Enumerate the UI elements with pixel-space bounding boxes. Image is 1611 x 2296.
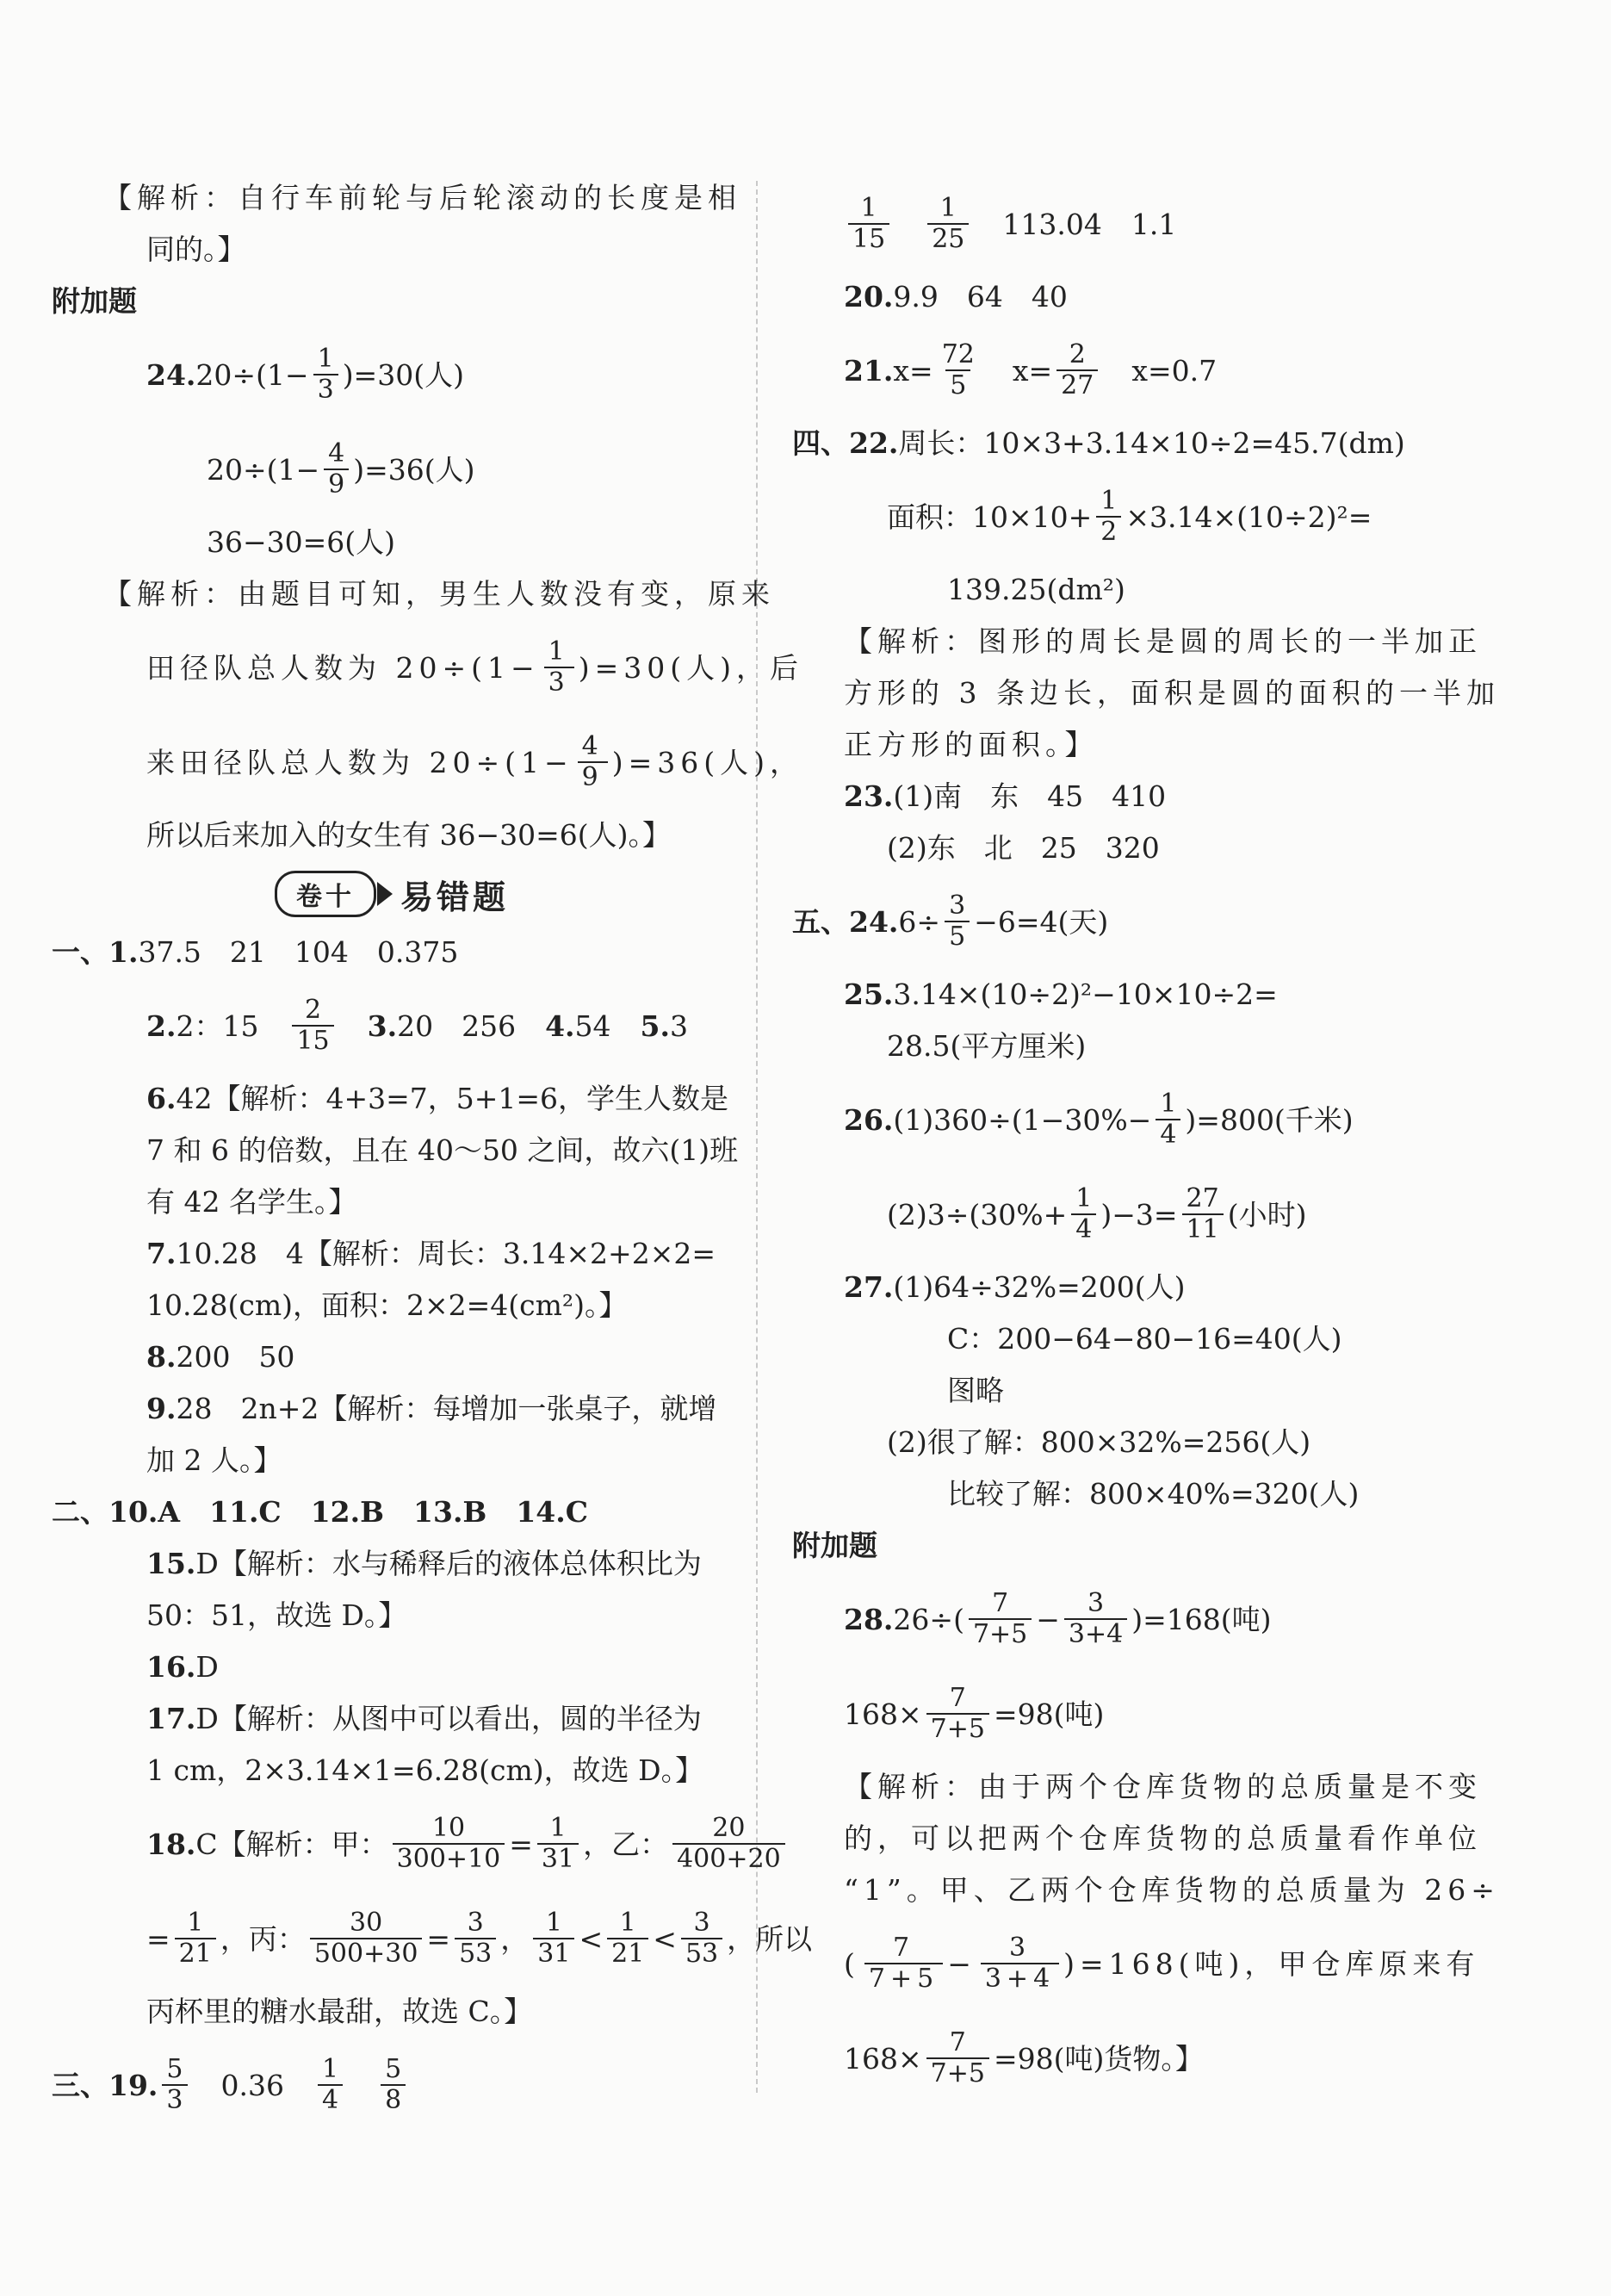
answer-line: 168× $\frac{7}{7+5}$ =98(吨) xyxy=(844,1682,1105,1744)
answer-line: 27. (1)64÷32%=200(人) xyxy=(844,1270,1186,1304)
left-column xyxy=(52,172,813,2132)
answer-line: 28. 26÷( $\frac{7}{7+5}$ − $\frac{3}{3+4}$ )=168(吨) xyxy=(844,1587,1272,1649)
fraction: $\frac{30}{500+30}$ xyxy=(310,1908,423,1970)
analysis-line: 来田径队总人数为 20÷(1− $\frac{4}{9}$ )=36(人)， xyxy=(146,730,804,792)
section-badge: 卷十 xyxy=(275,871,376,917)
answer-line: 15. D【解析：水与稀释后的液体总体积比为 xyxy=(146,1547,702,1580)
right-column xyxy=(792,177,1500,2106)
fraction: $\frac{1}{3}$ xyxy=(544,637,574,698)
answer-line: 面积：10×10+ $\frac{1}{2}$ ×3.14×(10÷2)²= xyxy=(887,485,1372,547)
analysis-line: 168× $\frac{7}{7+5}$ =98(吨)货物。】 xyxy=(844,2026,1204,2088)
answer-line: 7. 10.28 4【解析：周长：3.14×2+2×2= xyxy=(146,1237,716,1270)
answer-line: 9. 28 2n+2【解析：每增加一张桌子，就增 xyxy=(146,1392,717,1425)
answer-line: C：200−64−80−16=40(人) xyxy=(947,1322,1342,1356)
analysis-line: 方形的 3 条边长，面积是圆的面积的一半加 xyxy=(844,676,1500,710)
answer-line: 7 和 6 的倍数，且在 40～50 之间，故六(1)班 xyxy=(146,1133,739,1167)
analysis-line: 田径队总人数为 20÷(1− $\frac{1}{3}$ )=30(人)，后 xyxy=(146,636,804,698)
fraction: $\frac{1}{31}$ xyxy=(533,1908,574,1970)
answer-line: 图略 xyxy=(947,1374,1004,1407)
answer-line: 比较了解：800×40%=320(人) xyxy=(947,1477,1360,1511)
fraction: $\frac{1}{31}$ xyxy=(537,1814,579,1875)
answer-line: 2. 2：15 $\frac{2}{15}$ 3. 20 256 4. 54 5. 3 xyxy=(146,994,688,1056)
answer-line: $\frac{1}{15}$ $\frac{1}{25}$ 113.04 1.1 xyxy=(792,177,1472,271)
fraction: $\frac{3}{3+4}$ xyxy=(1064,1589,1127,1650)
fraction: $\frac{5}{8}$ xyxy=(381,2055,406,2116)
analysis-line: 所以后来加入的女生有 36−30=6(人)。】 xyxy=(146,818,672,852)
analysis-line: “1”。甲、乙两个仓库货物的总质量为 26÷ xyxy=(844,1873,1500,1907)
answer-line: 28.5(平方厘米) xyxy=(887,1029,1087,1063)
fraction: $\frac{3}{3+4}$ xyxy=(981,1933,1059,1995)
answer-line: 五、 24. 6÷ $\frac{3}{5}$ −6=4(天) xyxy=(792,890,1109,952)
analysis-line: 【解析：图形的周长是圆的周长的一半加正 xyxy=(844,624,1482,658)
fraction: $\frac{1}{3}$ xyxy=(313,344,338,406)
analysis-line: ( $\frac{7}{7+5}$ − $\frac{3}{3+4}$ )=168(吨)，甲仓库原来有 xyxy=(844,1932,1480,1994)
answer-line: 16. D xyxy=(146,1650,219,1684)
fraction: $\frac{1}{2}$ xyxy=(1096,487,1121,548)
answer-line: 50：51，故选 D。】 xyxy=(146,1598,407,1632)
column-divider xyxy=(756,181,758,2093)
fraction: $\frac{1}{4}$ xyxy=(1156,1089,1180,1151)
fraction: $\frac{7}{7+5}$ xyxy=(926,2028,989,2089)
fraction: $\frac{4}{9}$ xyxy=(578,732,608,793)
answer-line: 6. 42【解析：4+3=7，5+1=6，学生人数是 xyxy=(146,1082,729,1115)
fraction: $\frac{2}{27}$ xyxy=(1056,340,1098,401)
answer-line: 25. 3.14×(10÷2)²−10×10÷2= xyxy=(844,977,1278,1011)
answer-line: = $\frac{1}{21}$ ，丙： $\frac{30}{500+30}$ = $\frac{3}{53}$ ， $\frac{1}{31}$ < $\frac{1}{21}$ < $\frac{3}{53}$ ，所以 xyxy=(146,1907,813,1969)
q24-line: 20÷(1− $\frac{4}{9}$ )=36(人) xyxy=(207,437,475,500)
fraction: $\frac{1}{21}$ xyxy=(175,1908,216,1970)
fraction: $\frac{2}{15}$ xyxy=(292,996,333,1057)
fraction: $\frac{3}{5}$ xyxy=(945,891,970,953)
fraction: $\frac{7}{7+5}$ xyxy=(926,1684,989,1745)
q24-line: 36−30=6(人) xyxy=(207,525,396,559)
fraction: $\frac{3}{53}$ xyxy=(681,1908,722,1970)
fraction: $\frac{10}{300+10}$ xyxy=(393,1814,505,1875)
fraction: $\frac{1}{21}$ xyxy=(607,1908,648,1970)
analysis-line: 的，可以把两个仓库货物的总质量看作单位 xyxy=(844,1821,1482,1855)
fraction: $\frac{5}{3}$ xyxy=(162,2055,187,2116)
fraction: $\frac{1}{4}$ xyxy=(1071,1184,1096,1245)
answer-line: 有 42 名学生。】 xyxy=(146,1185,357,1219)
fraction: $\frac{27}{11}$ xyxy=(1182,1184,1224,1245)
answer-line: 加 2 人。】 xyxy=(146,1443,282,1477)
answer-line: 一、 1. 37.5 21 104 0.375 xyxy=(52,935,459,969)
answer-line: 20. 9.9 64 40 xyxy=(844,280,1068,313)
fraction: $\frac{20}{400+20}$ xyxy=(672,1814,785,1875)
answer-line: (2)很了解：800×32%=256(人) xyxy=(887,1425,1311,1459)
q24-line: 24. 20÷(1− $\frac{1}{3}$ )=30(人) xyxy=(146,343,464,405)
fraction: $\frac{4}{9}$ xyxy=(324,439,349,500)
extra-heading: 附加题 xyxy=(52,284,137,318)
answer-line: 三、 19. $\frac{5}{3}$ 0.36 $\frac{1}{4}$ $\frac{5}{8}$ xyxy=(52,2038,732,2132)
answer-line: 丙杯里的糖水最甜，故选 C。】 xyxy=(146,1995,533,2028)
extra-heading: 附加题 xyxy=(792,1529,877,1562)
answer-line: 21. x= $\frac{72}{5}$ x= $\frac{2}{27}$ x=0.7 xyxy=(844,338,1218,400)
fraction: $\frac{7}{7+5}$ xyxy=(969,1589,1032,1650)
analysis-line: 同的。】 xyxy=(146,233,246,266)
answer-line: 17. D【解析：从图中可以看出，圆的半径为 xyxy=(146,1702,702,1735)
fraction: $\frac{1}{25}$ xyxy=(927,194,969,255)
answer-line: (2)3÷(30%+ $\frac{1}{4}$ )−3= $\frac{27}{11}$ (小时) xyxy=(887,1182,1307,1244)
analysis-line: 【解析：由题目可知，男生人数没有变，原来 xyxy=(103,577,775,611)
answer-line: 23. (1)南 东 45 410 xyxy=(844,779,1167,813)
analysis-line: 正方形的面积。】 xyxy=(844,728,1099,761)
section-title-text: 易错题 xyxy=(400,877,509,916)
answer-line: 1 cm，2×3.14×1=6.28(cm)，故选 D。】 xyxy=(146,1753,704,1787)
fraction: $\frac{3}{53}$ xyxy=(455,1908,496,1970)
fraction: $\frac{72}{5}$ xyxy=(941,338,975,400)
section-title xyxy=(52,861,732,927)
answer-line: 139.25(dm²) xyxy=(947,573,1125,606)
answer-line: 26. (1)360÷(1−30%− $\frac{1}{4}$ )=800(千米) xyxy=(844,1088,1354,1150)
answer-line: 18. C【解析：甲： $\frac{10}{300+10}$ = $\frac{1}{31}$ ，乙： $\frac{20}{400+20}$ xyxy=(52,1796,732,1891)
answer-line: (2)东 北 25 320 xyxy=(887,831,1160,865)
answer-line: 10.28(cm)，面积：2×2=4(cm²)。】 xyxy=(146,1288,628,1322)
answer-line: 8. 200 50 xyxy=(146,1340,295,1374)
fraction: $\frac{7}{7+5}$ xyxy=(864,1933,943,1995)
answer-line: 二、 10.A 11.C 12.B 13.B 14.C xyxy=(52,1495,589,1529)
fraction: $\frac{1}{4}$ xyxy=(318,2055,343,2116)
fraction: $\frac{1}{15}$ xyxy=(848,194,889,255)
analysis-line: 【解析：由于两个仓库货物的总质量是不变 xyxy=(844,1770,1482,1803)
analysis-line: 【解析：自行车前轮与后轮滚动的长度是相 xyxy=(103,181,741,214)
answer-line: 四、 22. 周长：10×3+3.14×10÷2=45.7(dm) xyxy=(792,426,1405,460)
